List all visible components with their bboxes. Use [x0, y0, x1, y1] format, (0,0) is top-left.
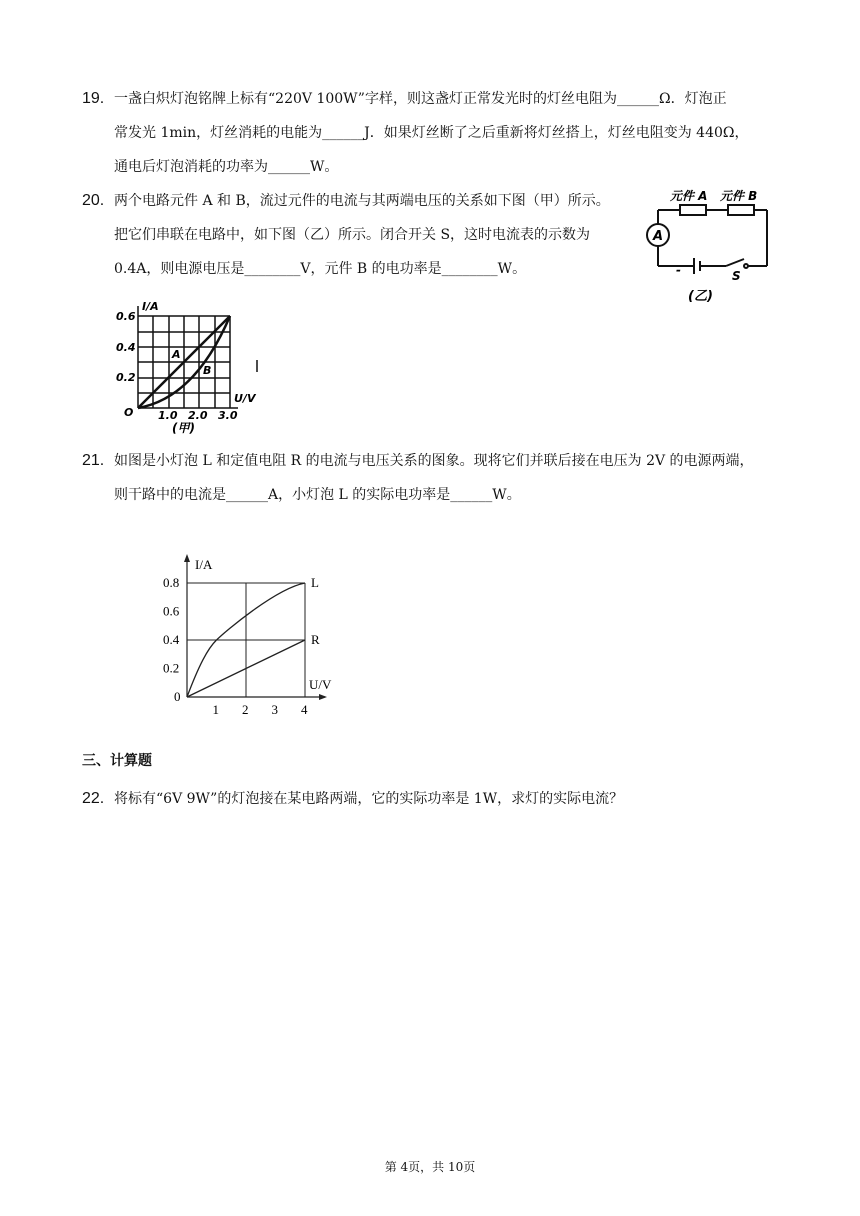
x-axis-label: U/V [309, 677, 332, 692]
component-b-label: 元件 B [720, 189, 758, 203]
question-text-line: 把它们串联在电路中，如下图（乙）所示。闭合开关 S，这时电流表的示数为 [114, 227, 591, 243]
iu-chart [155, 545, 345, 720]
y-axis-arrow [184, 554, 190, 562]
y-tick-label: 0.2 [116, 371, 136, 384]
question-text-line: 如图是小灯泡 L 和定值电阻 R 的电流与电压关系的图象。现将它们并联后接在电压为 2V 的电源两端， [114, 453, 754, 469]
page-footer: 第 4页，共 10页 [384, 1160, 476, 1174]
question-number: 20. [82, 192, 105, 209]
circuit-caption: (乙) [688, 289, 713, 304]
graph-jia [110, 298, 265, 436]
graph-caption: (甲) [172, 421, 195, 435]
question-text-line: 0.4A，则电源电压是________V，元件 B 的电功率是________W。 [114, 261, 527, 277]
series-a-label: A [172, 348, 181, 361]
question-text-line: 通电后灯泡消耗的功率为______W。 [114, 159, 339, 175]
question-text-line: 将标有“6V 9W”的灯泡接在某电路两端，它的实际功率是 1W，求灯的实际电流？ [114, 791, 624, 807]
question-text-line: 常发光 1min，灯丝消耗的电能为______J．如果灯丝断了之后重新将灯丝搭上，灯丝电阻变为 440Ω， [114, 125, 749, 141]
component-a-label: 元件 A [670, 189, 708, 203]
x-tick-label: 1 [212, 702, 219, 717]
x-tick-label: 0 [174, 689, 181, 704]
x-tick-label: 1.0 [158, 409, 178, 422]
section-title: 三、计算题 [82, 753, 152, 769]
y-axis-label: I/A [195, 557, 213, 572]
x-tick-label: 3 [271, 702, 278, 717]
x-tick-label: 2 [242, 702, 249, 717]
y-tick-label: 0.6 [163, 603, 180, 619]
question-text-line: 一盏白炽灯泡铭牌上标有“220V 100W”字样，则这盏灯正常发光时的灯丝电阻为______Ω．灯泡正 [114, 91, 727, 107]
y-tick-label: 0.6 [116, 310, 136, 323]
x-axis-arrow [319, 694, 327, 700]
y-tick-label: 0.8 [163, 575, 180, 590]
x-tick-label: 3.0 [218, 409, 238, 422]
question-number: 19. [82, 90, 105, 107]
circuit-diagram [640, 188, 775, 306]
question-number: 22. [82, 790, 105, 807]
switch-label: S [732, 269, 741, 283]
y-tick-label: 0.2 [163, 660, 180, 676]
battery-minus-label: - [676, 263, 681, 277]
x-tick-label: 2.0 [188, 409, 208, 422]
y-tick-label: 0.4 [116, 341, 136, 354]
origin-label: O [124, 406, 134, 419]
question-text-line: 则干路中的电流是______A，小灯泡 L 的实际电功率是______W。 [114, 487, 521, 503]
series-l-label: L [311, 575, 319, 590]
series-r-label: R [311, 632, 320, 647]
y-axis-label: I/A [142, 300, 159, 313]
ammeter-label: A [653, 229, 664, 244]
y-tick-label: 0.4 [163, 632, 180, 647]
x-axis-label: U/V [234, 392, 256, 405]
question-number: 21. [82, 452, 105, 469]
x-tick-label: 4 [301, 702, 308, 717]
series-b-label: B [203, 364, 212, 377]
question-text-line: 两个电路元件 A 和 B，流过元件的电流与其两端电压的关系如下图（甲）所示。 [114, 193, 610, 209]
